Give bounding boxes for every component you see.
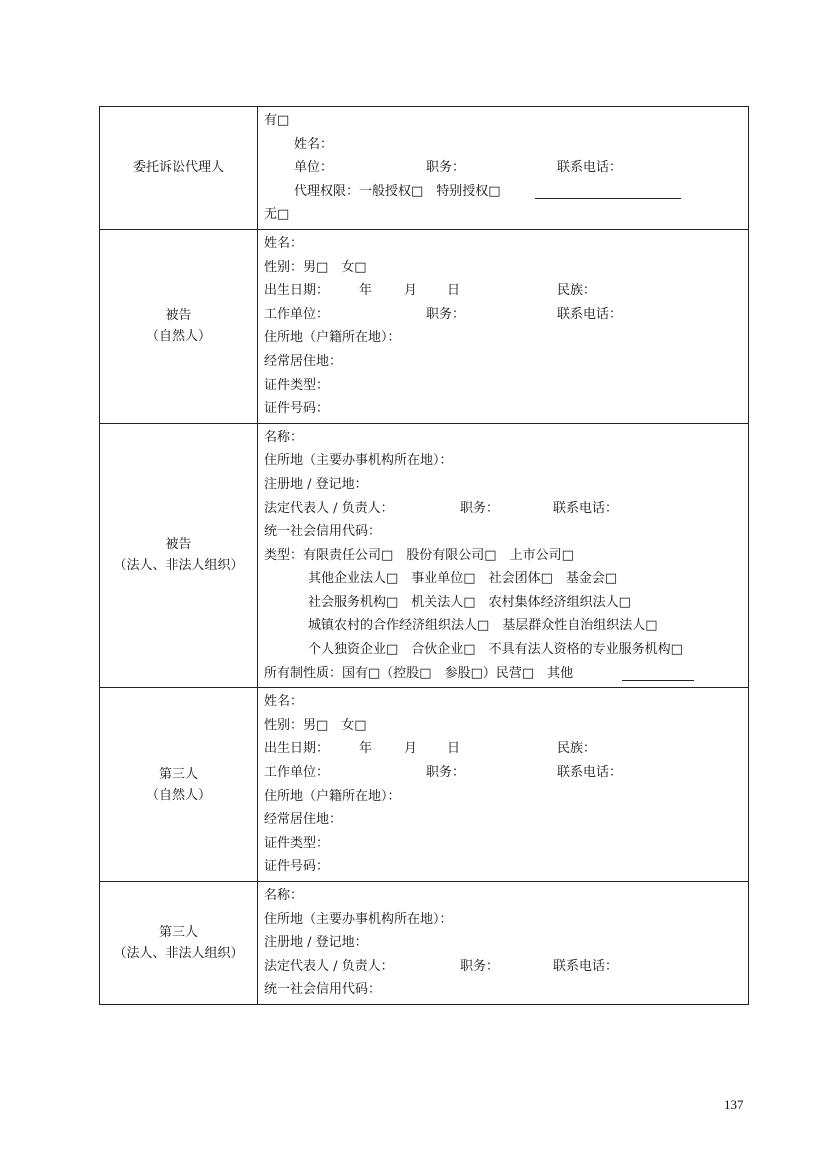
third-org-label-cell	[100, 882, 258, 1005]
defendant-person-habitual-field: 经常居住地：	[264, 353, 343, 369]
defendant-org-content-cell	[258, 423, 749, 688]
agent-position-field: 职务：	[426, 160, 466, 176]
defendant-person-label: 被告	[165, 308, 192, 324]
third-person-habitual-field: 经常居住地：	[264, 812, 343, 828]
third-org-position-field: 职务：	[460, 958, 500, 974]
defendant-org-ownership-options[interactable]: 所有制性质：国有□（控股□ 参股□）民营□ 其他	[264, 665, 574, 681]
third-org-section	[100, 882, 749, 1005]
defendant-org-type-options-4[interactable]: 城镇农村的合作经济组织法人□ 基层群众性自治组织法人□	[308, 618, 658, 634]
defendant-org-type-options-3[interactable]: 社会服务机构□ 机关法人□ 农村集体经济组织法人□	[308, 594, 631, 610]
third-org-registration-field: 注册地 / 登记地：	[264, 935, 368, 951]
defendant-person-residence-field: 住所地（户籍所在地）：	[264, 330, 401, 346]
third-person-id-number-field: 证件号码：	[264, 859, 330, 875]
third-person-position-field: 职务：	[426, 765, 466, 781]
third-person-work-unit-field: 工作单位：	[264, 765, 330, 781]
third-person-birth-month: 月	[404, 741, 418, 757]
third-person-sublabel: （自然人）	[145, 787, 211, 803]
third-person-birth-year: 年	[359, 741, 373, 757]
defendant-org-type-options-1[interactable]: 类型：有限责任公司□ 股份有限公司□ 上市公司□	[264, 547, 574, 563]
defendant-person-id-number-field: 证件号码：	[264, 401, 330, 417]
defendant-person-gender-options[interactable]: 性别：男□ 女□	[264, 259, 367, 275]
third-org-phone-field: 联系电话：	[553, 958, 619, 974]
third-person-label-cell	[100, 688, 258, 882]
agent-name-field: 姓名：	[294, 136, 334, 152]
third-person-name-field: 姓名：	[264, 694, 304, 710]
third-person-ethnicity-field: 民族：	[557, 741, 597, 757]
defendant-org-type-options-5[interactable]: 个人独资企业□ 合伙企业□ 不具有法人资格的专业服务机构□	[308, 642, 683, 658]
third-person-birth-label: 出生日期：	[264, 741, 330, 757]
third-org-content-cell	[258, 882, 749, 1005]
third-person-phone-field: 联系电话：	[557, 765, 623, 781]
agent-has-checkbox[interactable]: 有□	[264, 113, 290, 128]
third-org-name-field: 名称：	[264, 888, 304, 903]
litigation-form-table	[99, 106, 749, 1005]
defendant-org-residence-field: 住所地（主要办事机构所在地）：	[264, 453, 453, 469]
defendant-person-label-cell	[100, 229, 258, 423]
defendant-org-ownership-other-blank[interactable]	[622, 666, 694, 681]
defendant-person-position-field: 职务：	[426, 306, 466, 322]
agent-section	[100, 107, 749, 230]
defendant-person-birth-month: 月	[404, 283, 418, 299]
agent-label: 委托诉讼代理人	[132, 160, 224, 176]
defendant-person-work-unit-field: 工作单位：	[264, 306, 330, 322]
defendant-person-name-field: 姓名：	[264, 235, 304, 251]
agent-content-cell	[258, 107, 749, 230]
third-org-sublabel: （法人、非法人组织）	[113, 945, 244, 961]
third-org-residence-field: 住所地（主要办事机构所在地）：	[264, 911, 453, 927]
third-org-legal-rep-field: 法定代表人 / 负责人：	[264, 958, 394, 974]
defendant-org-phone-field: 联系电话：	[553, 500, 619, 516]
page-number: 137	[724, 1097, 744, 1112]
agent-none-checkbox[interactable]: 无□	[264, 207, 290, 223]
third-person-section	[100, 688, 749, 882]
defendant-person-birth-year: 年	[359, 283, 373, 299]
defendant-org-name-field: 名称：	[264, 429, 304, 445]
defendant-org-label-cell	[100, 423, 258, 688]
agent-authority-options[interactable]: 代理权限：一般授权□ 特别授权□	[294, 183, 501, 199]
third-person-id-type-field: 证件类型：	[264, 835, 330, 851]
defendant-person-ethnicity-field: 民族：	[557, 283, 597, 299]
defendant-person-birth-label: 出生日期：	[264, 283, 330, 299]
defendant-person-content-cell	[258, 229, 749, 423]
defendant-org-position-field: 职务：	[460, 500, 500, 516]
defendant-person-sublabel: （自然人）	[145, 329, 211, 345]
third-org-label: 第三人	[158, 924, 198, 940]
defendant-org-registration-field: 注册地 / 登记地：	[264, 476, 368, 492]
defendant-org-sublabel: （法人、非法人组织）	[113, 558, 244, 574]
agent-phone-field: 联系电话：	[557, 160, 623, 176]
defendant-org-section	[100, 423, 749, 688]
defendant-org-label: 被告	[165, 537, 192, 553]
third-person-label: 第三人	[158, 766, 198, 782]
defendant-org-credit-code-field: 统一社会信用代码：	[264, 524, 382, 540]
defendant-person-birth-day: 日	[447, 283, 461, 299]
third-person-residence-field: 住所地（户籍所在地）：	[264, 788, 401, 804]
third-person-birth-day: 日	[447, 741, 461, 757]
third-person-content-cell	[258, 688, 749, 882]
defendant-person-section	[100, 229, 749, 423]
defendant-person-phone-field: 联系电话：	[557, 306, 623, 322]
agent-unit-field: 单位：	[294, 160, 334, 176]
agent-authority-blank[interactable]	[535, 184, 681, 199]
defendant-org-type-options-2[interactable]: 其他企业法人□ 事业单位□ 社会团体□ 基金会□	[308, 571, 618, 587]
third-org-credit-code-field: 统一社会信用代码：	[264, 982, 382, 998]
defendant-org-legal-rep-field: 法定代表人 / 负责人：	[264, 500, 394, 516]
defendant-person-id-type-field: 证件类型：	[264, 377, 330, 393]
third-person-gender-options[interactable]: 性别：男□ 女□	[264, 717, 367, 733]
agent-label-cell	[100, 107, 258, 230]
